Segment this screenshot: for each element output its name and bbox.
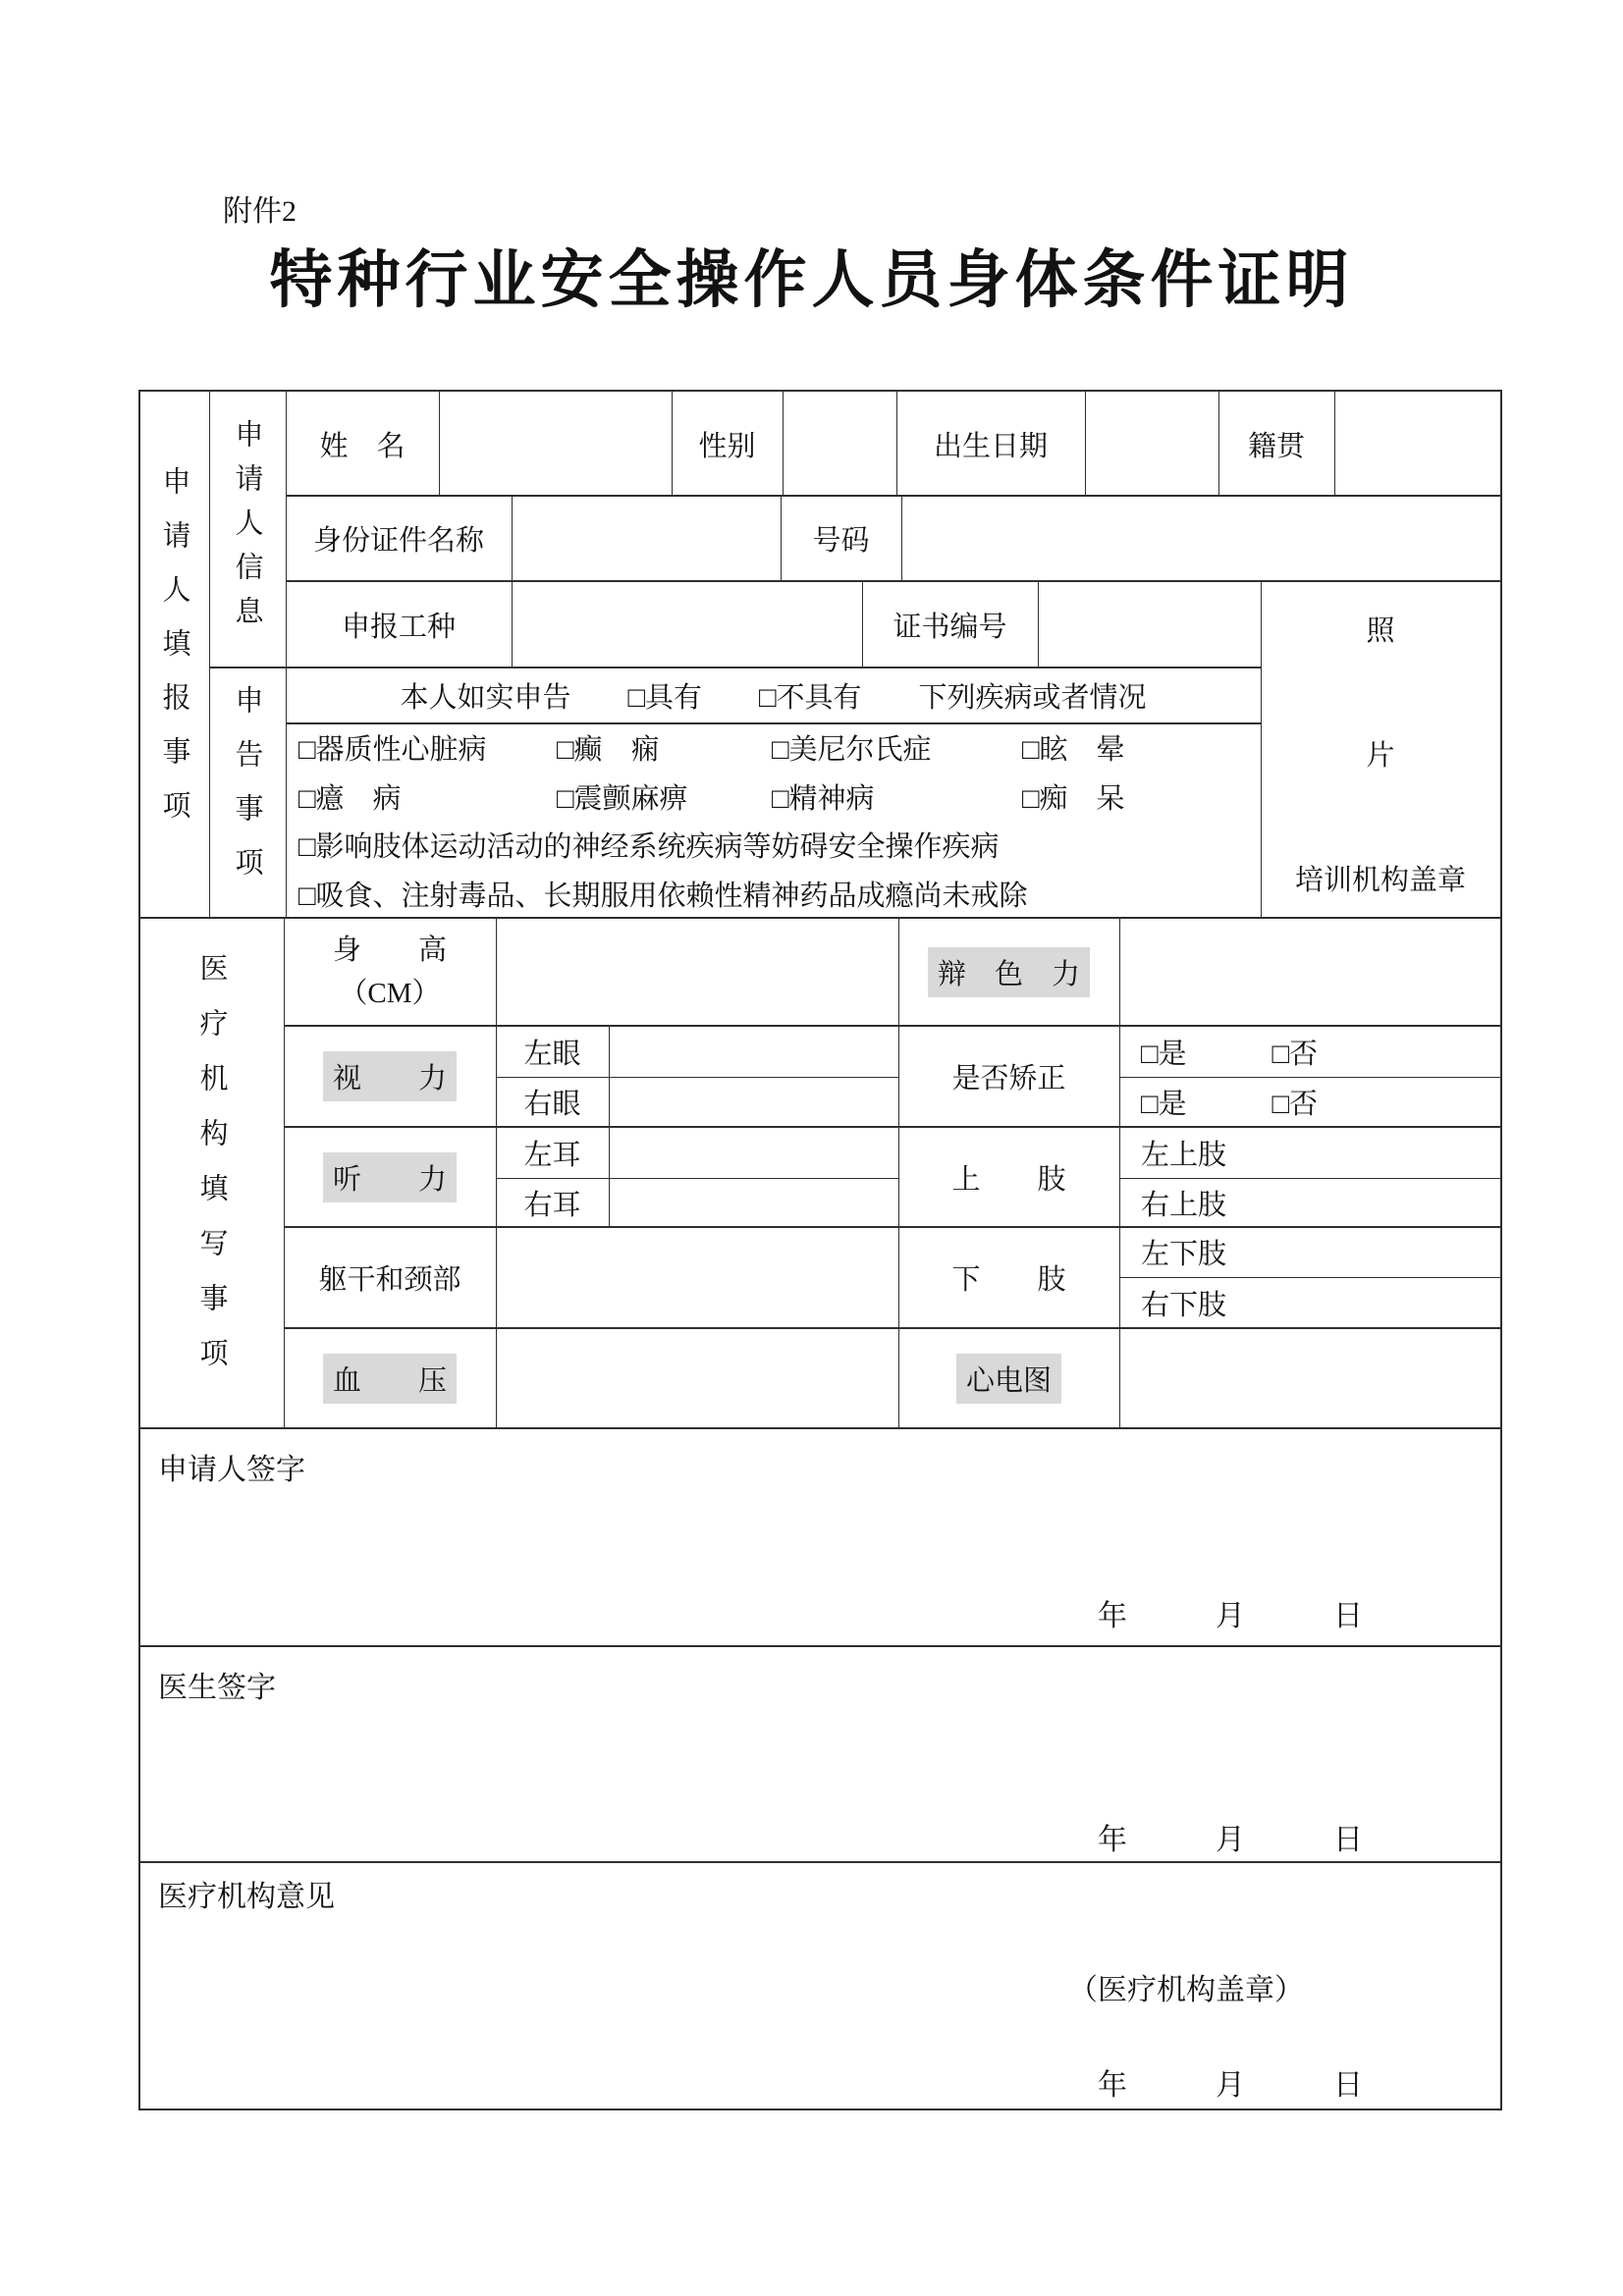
photo-label-char: 片 — [1366, 740, 1395, 772]
corrected-yes-no-row2: □是 □否 — [1141, 1089, 1319, 1120]
height-label — [284, 918, 496, 1026]
disease-checkbox-item: □眩 晕 — [1022, 734, 1125, 767]
trade-label: 申报工种 — [341, 611, 456, 643]
cert-no-label: 证书编号 — [893, 611, 1007, 643]
disease-checkbox-item: □痴 呆 — [1022, 782, 1125, 815]
trade-value-cell — [512, 581, 862, 667]
left-eye-label: 左眼 — [523, 1038, 581, 1070]
disease-checkbox-item: □震颤麻痹 — [557, 782, 688, 815]
ecg-highlight: 心电图 — [956, 1354, 1061, 1404]
left-lower-limb-label: 左下肢 — [1141, 1239, 1227, 1270]
disease-checkbox-item: □器质性心脏病 — [298, 734, 487, 767]
disease-row — [298, 727, 1261, 768]
disease-checkbox-item: □吸食、注射毒品、长期服用依赖性精神药品成瘾尚未戒除 — [298, 880, 1028, 912]
subsection-label-declaration: 申告事项 — [231, 684, 263, 901]
photo-label-char: 照 — [1366, 615, 1395, 647]
height-value-cell — [496, 918, 898, 1026]
disease-checkbox-zone — [286, 723, 1261, 918]
corrected-yes-no-row1: □是 □否 — [1141, 1038, 1319, 1070]
color-vision-label — [898, 918, 1119, 1026]
doctor-signature-date-line: 年 月 日 — [1098, 1824, 1363, 1856]
left-eye-value-cell — [609, 1026, 898, 1077]
section-label-applicant-items: 申请人填报事项 — [158, 465, 190, 844]
disease-checkbox-item: □癫 痫 — [557, 734, 660, 767]
right-ear-label: 右耳 — [523, 1189, 581, 1221]
medical-org-seal-note: （医疗机构盖章） — [1068, 1974, 1304, 2006]
trunk-neck-value-cell — [496, 1227, 898, 1328]
gender-label: 性别 — [698, 430, 756, 462]
hearing-label — [284, 1127, 496, 1227]
section-label-medical-org: 医疗机构填写事项 — [195, 953, 228, 1393]
id-doc-value-cell — [512, 496, 781, 581]
page-title: 特种行业安全操作人员身体条件证明 — [269, 245, 1354, 315]
medical-org-date-line: 年 月 日 — [1098, 2069, 1363, 2102]
right-lower-limb-label: 右下肢 — [1141, 1289, 1227, 1321]
trunk-neck-label: 躯干和颈部 — [318, 1264, 461, 1296]
disease-row — [298, 825, 1261, 865]
height-label-line1: 身 高 — [332, 934, 447, 966]
upper-limb-label: 上 肢 — [951, 1163, 1066, 1196]
left-upper-limb-label: 左上肢 — [1141, 1139, 1227, 1171]
disease-checkbox-item: □精神病 — [772, 782, 875, 815]
cert-no-value-cell — [1038, 581, 1261, 667]
ecg-label — [898, 1328, 1119, 1428]
right-ear-value-cell — [609, 1178, 898, 1227]
gender-value-cell — [783, 392, 896, 496]
id-number-value-cell — [901, 496, 1500, 581]
birthdate-label: 出生日期 — [933, 430, 1048, 462]
name-label: 姓 名 — [319, 430, 406, 462]
training-org-seal-note: 培训机构盖章 — [1294, 865, 1466, 896]
declaration-statement: 本人如实申告 □具有 □不具有 下列疾病或者情况 — [400, 682, 1147, 714]
disease-checkbox-item: □美尼尔氏症 — [772, 734, 932, 767]
disease-row — [298, 776, 1261, 817]
left-ear-label: 左耳 — [523, 1139, 581, 1171]
color-vision-highlight: 辩 色 力 — [928, 947, 1090, 997]
id-doc-label: 身份证件名称 — [312, 525, 484, 557]
birthdate-value-cell — [1085, 392, 1218, 496]
height-label-unit: （CM） — [339, 978, 441, 1009]
native-place-label: 籍贯 — [1247, 430, 1305, 462]
attachment-label: 附件2 — [223, 195, 297, 228]
id-number-label: 号码 — [812, 525, 870, 557]
name-value-cell — [439, 392, 672, 496]
disease-checkbox-item: □影响肢体运动活动的神经系统疾病等妨碍安全操作疾病 — [298, 831, 1000, 864]
corrected-label: 是否矫正 — [951, 1063, 1066, 1095]
applicant-signature-label: 申请人签字 — [158, 1454, 305, 1486]
grid-line-h — [140, 1645, 1500, 1647]
right-eye-label: 右眼 — [523, 1089, 581, 1120]
right-upper-limb-label: 右上肢 — [1141, 1189, 1227, 1221]
photo-cell — [1261, 581, 1500, 918]
disease-row — [298, 874, 1261, 914]
doctor-signature-label: 医生签字 — [158, 1672, 276, 1704]
applicant-signature-date-line: 年 月 日 — [1098, 1600, 1363, 1632]
color-vision-value-cell — [1119, 918, 1500, 1026]
vision-label — [284, 1026, 496, 1127]
hearing-highlight: 听 力 — [323, 1152, 457, 1202]
left-ear-value-cell — [609, 1127, 898, 1178]
ecg-value-cell — [1119, 1328, 1500, 1428]
vision-highlight: 视 力 — [323, 1051, 457, 1101]
blood-pressure-value-cell — [496, 1328, 898, 1428]
disease-checkbox-item: □癔 病 — [298, 782, 402, 815]
blood-pressure-highlight: 血 压 — [323, 1354, 457, 1404]
right-eye-value-cell — [609, 1077, 898, 1127]
medical-org-opinion-label: 医疗机构意见 — [158, 1881, 335, 1913]
blood-pressure-label — [284, 1328, 496, 1428]
native-place-value-cell — [1334, 392, 1500, 496]
lower-limb-label: 下 肢 — [951, 1264, 1066, 1296]
certificate-form-table — [138, 390, 1502, 2110]
subsection-label-applicant-info: 申请人信息 — [231, 419, 263, 640]
grid-line-h — [140, 1861, 1500, 1863]
